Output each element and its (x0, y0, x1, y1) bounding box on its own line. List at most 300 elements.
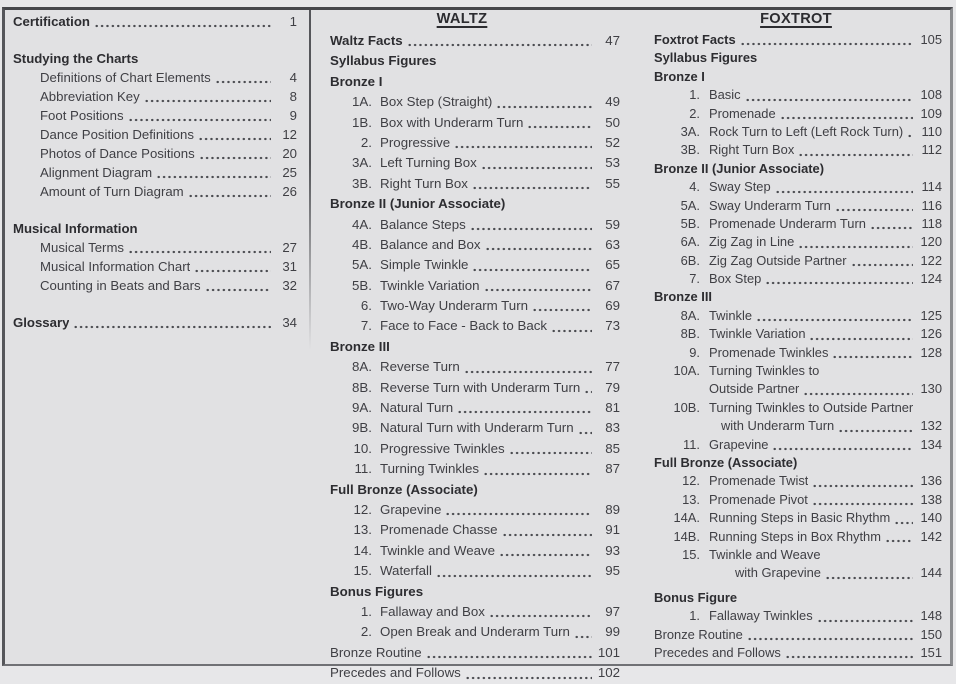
section-title: Bonus Figure (654, 589, 738, 605)
entry-number: 1B. (352, 114, 372, 130)
toc-entry (330, 480, 620, 500)
entry-number: 5A. (680, 197, 700, 213)
dot-leaders (144, 99, 271, 103)
entry-page-number: 109 (920, 105, 942, 121)
toc-entry (13, 238, 297, 257)
toc-entry (13, 12, 297, 31)
entry-label: Musical Terms (40, 240, 125, 255)
entry-page-number: 120 (920, 234, 942, 250)
entry-number: 13. (682, 491, 700, 507)
toc-entry (330, 51, 620, 71)
dot-leaders (205, 288, 271, 292)
dot-leaders (472, 186, 592, 190)
entry-label: Balance Steps (380, 216, 466, 232)
toc-entry (654, 380, 942, 398)
dot-leaders (527, 125, 592, 129)
dot-leaders (485, 247, 592, 251)
entry-number: 15. (682, 546, 700, 562)
section-title: Bronze I (330, 73, 383, 89)
toc-entry (330, 378, 620, 398)
toc-entry (654, 31, 942, 49)
toc-entry (654, 436, 942, 454)
entry-page-number: 150 (920, 626, 942, 642)
dot-leaders (502, 533, 592, 537)
foxtrot-entries (654, 31, 942, 662)
dot-leaders (812, 484, 913, 488)
dot-leaders (407, 43, 592, 47)
entry-number: 1A. (352, 94, 372, 110)
toc-entry (654, 454, 942, 472)
entry-label: Natural Turn with Underarm Turn (380, 420, 574, 436)
toc-entry (330, 520, 620, 540)
toc-entry (13, 49, 297, 68)
entry-number: 7. (360, 318, 372, 334)
entry-page-number: 9 (289, 108, 297, 123)
entry-page-number: 134 (920, 436, 942, 452)
entry-label: Progressive (380, 134, 451, 150)
toc-entry (13, 106, 297, 125)
entry-number: 2. (689, 105, 700, 121)
entry-label: Turning Twinkles (380, 461, 480, 477)
toc-entry (13, 144, 297, 163)
entry-page-number: 102 (597, 665, 620, 681)
toc-entry (654, 399, 942, 417)
dot-leaders (747, 637, 913, 641)
toc-entry (13, 313, 297, 332)
entry-label: Reverse Turn (380, 359, 460, 375)
entry-page-number: 144 (920, 565, 942, 581)
toc-entry (654, 197, 942, 215)
dot-leaders (756, 318, 913, 322)
entry-page-number: 114 (921, 179, 942, 195)
toc-entry (654, 252, 942, 270)
entry-page-number: 97 (605, 603, 620, 619)
entry-page-number: 59 (605, 216, 620, 232)
entry-label: Promenade Pivot (709, 491, 808, 507)
toc-entry (330, 92, 620, 112)
dot-leaders (426, 655, 592, 659)
entry-number: 12. (353, 501, 372, 517)
dot-leaders (128, 118, 271, 122)
toc-entry (654, 344, 942, 362)
toc-entry (654, 546, 942, 564)
section-title: Bronze II (Junior Associate) (330, 196, 506, 212)
toc-entry (654, 491, 942, 509)
entry-label: Open Break and Underarm Turn (380, 624, 570, 640)
toc-entry (330, 439, 620, 459)
dot-leaders (188, 194, 271, 198)
toc-entry (654, 68, 942, 86)
entry-page-number: 73 (605, 318, 620, 334)
section-title: Musical Information (13, 221, 138, 236)
spacer (13, 31, 297, 49)
toc-entry (330, 316, 620, 336)
entry-label: Grapevine (709, 436, 769, 452)
entry-label: Running Steps in Box Rhythm (709, 528, 881, 544)
section-title: Studying the Charts (13, 51, 139, 66)
entry-label: Counting in Beats and Bars (40, 278, 201, 293)
toc-entry (330, 153, 620, 173)
toc-entry (654, 215, 942, 233)
dot-leaders (532, 308, 592, 312)
waltz-column-header: WALTZ (436, 11, 488, 27)
entry-number: 8B. (680, 326, 700, 342)
entry-label: Alignment Diagram (40, 165, 153, 180)
entry-page-number: 118 (921, 215, 942, 231)
dot-leaders (194, 269, 271, 273)
entry-label: with Underarm Turn (721, 418, 835, 434)
entry-number: 5B. (352, 277, 372, 293)
toc-entry (330, 582, 620, 602)
toc-entry (13, 257, 297, 276)
toc-entry (654, 607, 942, 625)
entry-number: 4. (689, 179, 700, 195)
entry-label: Waltz Facts (330, 33, 403, 48)
toc-entry (654, 288, 942, 306)
toc-entry (330, 215, 620, 235)
toc-entry (330, 235, 620, 255)
entry-page-number: 8 (289, 89, 297, 104)
entry-label: Precedes and Follows (330, 665, 461, 681)
dot-leaders (775, 190, 913, 194)
entry-number: 6A. (680, 234, 700, 250)
entry-number: 2. (360, 134, 372, 150)
entry-page-number: 136 (920, 473, 942, 489)
entry-number: 1. (689, 608, 700, 624)
entry-page-number: 20 (282, 146, 297, 161)
section-title: Bronze I (654, 68, 705, 84)
entry-label: Box Step (709, 271, 762, 287)
dot-leaders (551, 329, 592, 333)
toc-entry (330, 113, 620, 133)
dot-leaders (907, 134, 913, 138)
dot-leaders (785, 655, 913, 659)
toc-entry (13, 182, 297, 201)
waltz-entries (330, 31, 620, 684)
dot-leaders (472, 268, 592, 272)
entry-label: Sway Step (709, 179, 771, 195)
dot-leaders (464, 370, 592, 374)
dot-leaders (128, 250, 271, 254)
entry-number: 5B. (680, 215, 700, 231)
entry-page-number: 110 (921, 123, 942, 139)
entry-label: Precedes and Follows (654, 644, 781, 660)
entry-page-number: 124 (920, 271, 942, 287)
entry-number: 10A. (673, 363, 700, 379)
entry-label: Grapevine (380, 501, 442, 517)
entry-label: Dance Position Definitions (40, 127, 194, 142)
dot-leaders (838, 429, 913, 433)
entry-number: 8A. (680, 307, 700, 323)
entry-label: Right Turn Box (709, 142, 795, 158)
entry-label: Bronze Routine (654, 626, 743, 642)
dot-leaders (470, 227, 592, 231)
entry-page-number: 105 (920, 32, 942, 47)
entry-page-number: 25 (282, 165, 297, 180)
toc-entry (654, 49, 942, 67)
toc-entry (330, 398, 620, 418)
entry-page-number: 85 (605, 440, 620, 456)
entry-number: 3B. (680, 142, 700, 158)
dot-leaders (94, 24, 271, 28)
dot-leaders (812, 502, 913, 506)
toc-entry (654, 626, 942, 644)
dot-leaders (198, 137, 271, 141)
toc-entry (654, 528, 942, 546)
entry-label: Bronze Routine (330, 644, 422, 660)
dot-leaders (73, 325, 271, 329)
section-title: Bonus Figures (330, 583, 424, 599)
entry-label: Promenade Underarm Turn (709, 215, 866, 231)
entry-page-number: 65 (605, 257, 620, 273)
entry-page-number: 63 (605, 236, 620, 252)
entry-page-number: 12 (282, 127, 297, 142)
entry-label: Photos of Dance Positions (40, 146, 195, 161)
toc-entry (654, 270, 942, 288)
dot-leaders (454, 145, 592, 149)
entry-label: Twinkle Variation (709, 326, 806, 342)
entry-label: Left Turning Box (380, 155, 477, 171)
toc-entry (654, 644, 942, 662)
entry-page-number: 99 (605, 624, 620, 640)
dot-leaders (457, 410, 592, 414)
entry-label: Certification (13, 14, 90, 29)
dot-leaders (870, 226, 913, 230)
section-title: Syllabus Figures (330, 53, 437, 69)
entry-label: Promenade (709, 105, 776, 121)
entry-label: Fallaway and Box (380, 603, 485, 619)
toc-entry (13, 68, 297, 87)
entry-number: 3A. (352, 155, 372, 171)
section-title: Bronze III (654, 289, 713, 305)
entry-page-number: 89 (605, 501, 620, 517)
entry-number: 14A. (673, 510, 700, 526)
toc-entry (330, 459, 620, 479)
entry-label: Basic (709, 87, 741, 103)
entry-label: Turning Twinkles to (709, 363, 820, 379)
entry-number: 5A. (352, 257, 372, 273)
toc-entry (330, 194, 620, 214)
dot-leaders (483, 472, 592, 476)
entry-label: Twinkle and Weave (380, 542, 496, 558)
dot-leaders (574, 635, 592, 639)
entry-number: 9A. (352, 400, 372, 416)
entry-page-number: 91 (605, 522, 620, 538)
entry-label: Right Turn Box (380, 175, 468, 191)
dot-leaders (578, 431, 592, 435)
entry-label: Two-Way Underarm Turn (380, 298, 529, 314)
entry-label: Zig Zag Outside Partner (709, 252, 847, 268)
foxtrot-column-header: FOXTROT (760, 11, 832, 27)
entry-label: Face to Face - Back to Back (380, 318, 548, 334)
toc-entry (330, 622, 620, 642)
toc-entry (654, 123, 942, 141)
entry-label: Fallaway Twinkles (709, 608, 813, 624)
section-title: Full Bronze (Associate) (654, 454, 798, 470)
toc-entry (330, 276, 620, 296)
spacer (13, 295, 297, 313)
entry-number: 3A. (680, 123, 700, 139)
entry-page-number: 132 (920, 418, 942, 434)
dot-leaders (894, 521, 913, 525)
dot-leaders (484, 288, 592, 292)
dot-leaders (584, 390, 592, 394)
entry-label: Sway Underarm Turn (709, 197, 831, 213)
toc-entry (330, 541, 620, 561)
entry-label: with Grapevine (735, 565, 821, 581)
toc-entry (330, 643, 620, 663)
dot-leaders (499, 553, 592, 557)
entry-number: 6. (360, 298, 372, 314)
dot-leaders (817, 619, 913, 623)
toc-entry (654, 589, 942, 607)
toc-entry (13, 87, 297, 106)
toc-entry (330, 602, 620, 622)
dot-leaders (809, 337, 913, 341)
dot-leaders (489, 614, 592, 618)
toc-entry (330, 561, 620, 581)
foxtrot-column (654, 9, 942, 662)
dot-leaders (465, 676, 592, 680)
entry-page-number: 27 (282, 240, 297, 255)
toc-entry (654, 86, 942, 104)
entry-label: Waterfall (380, 563, 432, 579)
entry-page-number: 32 (282, 278, 297, 293)
entry-page-number: 50 (605, 114, 620, 130)
entry-page-number: 34 (282, 315, 297, 330)
entry-label: Running Steps in Basic Rhythm (709, 510, 891, 526)
entry-page-number: 112 (921, 142, 942, 158)
toc-entry (330, 500, 620, 520)
waltz-column (330, 9, 620, 684)
toc-entry (330, 337, 620, 357)
entry-page-number: 142 (920, 528, 942, 544)
dot-leaders (445, 512, 592, 516)
entry-label: Promenade Twinkles (709, 344, 829, 360)
dot-leaders (156, 175, 271, 179)
entry-number: 12. (682, 473, 700, 489)
entry-number: 6B. (680, 252, 700, 268)
toc-entry (654, 307, 942, 325)
entry-label: Zig Zag in Line (709, 234, 795, 250)
entry-page-number: 4 (289, 70, 297, 85)
dot-leaders (832, 355, 913, 359)
entry-label: Musical Information Chart (40, 259, 191, 274)
dot-leaders (772, 447, 913, 451)
entry-page-number: 81 (605, 400, 620, 416)
entry-label: Natural Turn (380, 400, 454, 416)
entry-label: Balance and Box (380, 236, 481, 252)
entry-label: Reverse Turn with Underarm Turn (380, 379, 581, 395)
toc-entry (330, 296, 620, 316)
toc-entry (654, 178, 942, 196)
toc-entry (654, 325, 942, 343)
entry-label: Foxtrot Facts (654, 32, 736, 47)
entry-page-number: 108 (920, 87, 942, 103)
section-title: Bronze III (330, 338, 390, 354)
entry-label: Abbreviation Key (40, 89, 140, 104)
entry-number: 11. (683, 436, 700, 452)
entry-page-number: 122 (920, 252, 942, 268)
entry-label: Amount of Turn Diagram (40, 184, 184, 199)
entry-label: Simple Twinkle (380, 257, 469, 273)
entry-number: 1. (689, 87, 700, 103)
toc-entry (13, 163, 297, 182)
entry-label: Promenade Chasse (380, 522, 498, 538)
section-title: Bronze II (Junior Associate) (654, 160, 824, 176)
toc-entry (654, 141, 942, 159)
front-matter-column (13, 12, 297, 332)
entry-label: Progressive Twinkles (380, 440, 505, 456)
entry-number: 2. (360, 624, 372, 640)
toc-entry (654, 472, 942, 490)
toc-entry (654, 564, 942, 582)
toc-entry (654, 160, 942, 178)
toc-entry (330, 255, 620, 275)
entry-page-number: 95 (605, 563, 620, 579)
entry-label: Twinkle and Weave (709, 546, 821, 562)
entry-number: 8A. (352, 359, 372, 375)
dot-leaders (509, 451, 592, 455)
entry-label: Definitions of Chart Elements (40, 70, 211, 85)
entry-page-number: 126 (920, 326, 942, 342)
entry-number: 7. (689, 271, 700, 287)
entry-label: Rock Turn to Left (Left Rock Turn) (709, 123, 904, 139)
toc-entry (330, 663, 620, 683)
entry-label: Twinkle (709, 307, 752, 323)
entry-number: 4B. (352, 236, 372, 252)
entry-page-number: 148 (920, 608, 942, 624)
dot-leaders (496, 105, 592, 109)
entry-number: 1. (360, 603, 372, 619)
entry-number: 8B. (352, 379, 372, 395)
entry-number: 13. (353, 522, 372, 538)
entry-page-number: 55 (605, 175, 620, 191)
entry-label: Turning Twinkles to Outside Partner (709, 399, 914, 415)
dot-leaders (780, 116, 913, 120)
entry-page-number: 93 (605, 542, 620, 558)
dot-leaders (803, 392, 913, 396)
entry-page-number: 77 (605, 359, 620, 375)
entry-page-number: 79 (605, 379, 620, 395)
entry-page-number: 116 (921, 197, 942, 213)
entry-page-number: 140 (920, 510, 942, 526)
dot-leaders (481, 166, 592, 170)
entry-number: 14B. (673, 528, 700, 544)
entry-page-number: 87 (605, 461, 620, 477)
entry-label: Box with Underarm Turn (380, 114, 524, 130)
entry-number: 3B. (352, 175, 372, 191)
entry-number: 10. (353, 440, 372, 456)
toc-entry (330, 357, 620, 377)
dot-leaders (798, 245, 913, 249)
entry-page-number: 69 (605, 298, 620, 314)
entry-page-number: 125 (920, 307, 942, 323)
dot-leaders (851, 263, 913, 267)
entry-label: Outside Partner (709, 381, 800, 397)
entry-page-number: 83 (605, 420, 620, 436)
entry-label: Twinkle Variation (380, 277, 480, 293)
dot-leaders (215, 80, 271, 84)
dot-leaders (885, 539, 913, 543)
entry-page-number: 49 (605, 94, 620, 110)
entry-label: Promenade Twist (709, 473, 809, 489)
entry-number: 10B. (673, 399, 700, 415)
toc-entry (13, 276, 297, 295)
entry-page-number: 26 (282, 184, 297, 199)
entry-number: 15. (353, 563, 372, 579)
dot-leaders (825, 576, 913, 580)
